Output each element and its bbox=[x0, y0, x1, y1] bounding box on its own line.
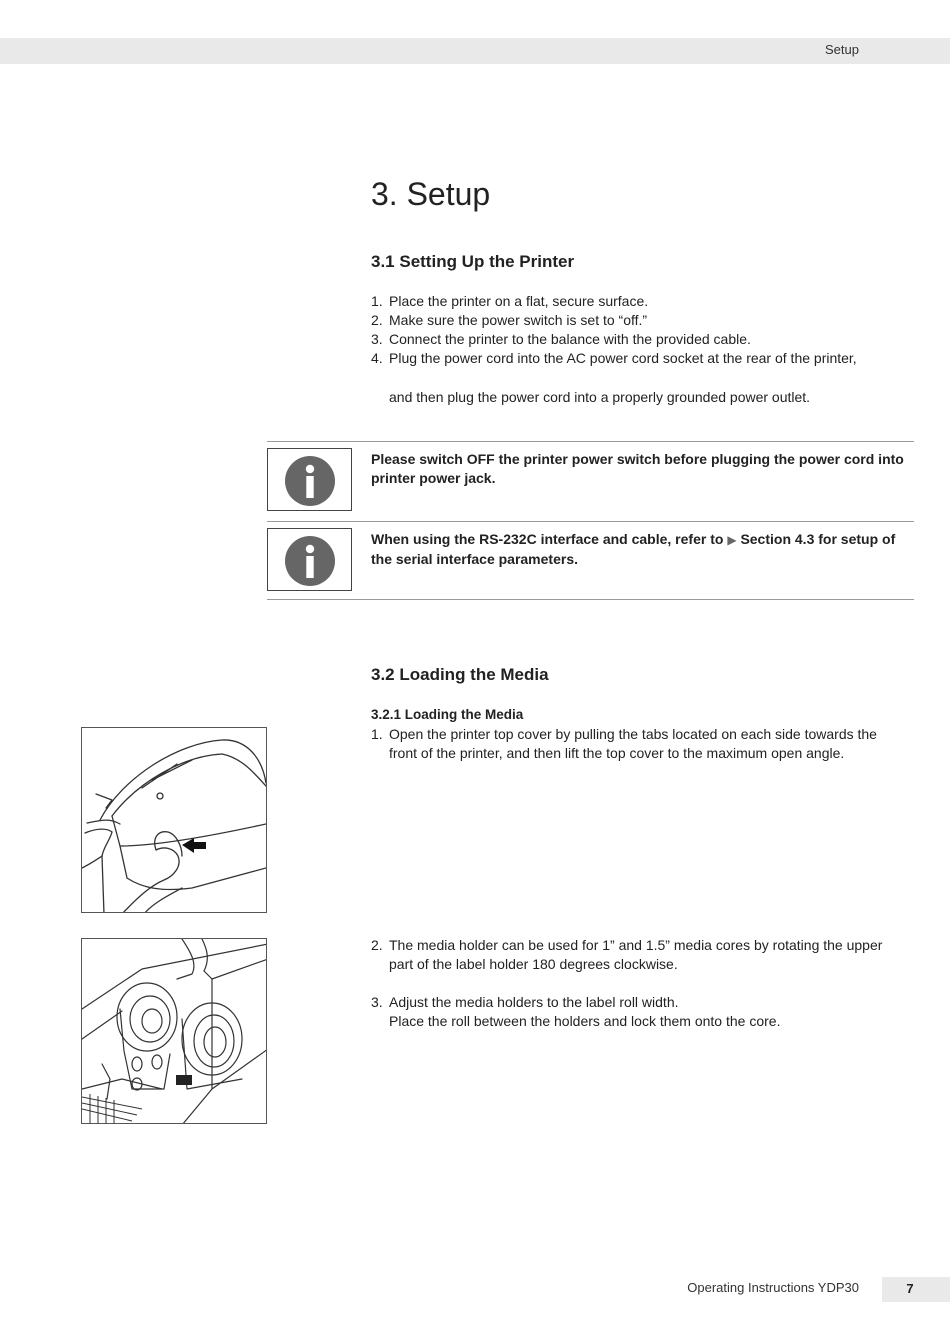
list-item bbox=[371, 993, 780, 1031]
step-number: 3. bbox=[371, 331, 383, 347]
step-number: 1. bbox=[371, 293, 383, 309]
note-text: When using the RS-232C interface and cable, refer to bbox=[371, 531, 724, 547]
media-step-3 bbox=[371, 993, 780, 1031]
media-holder-illustration bbox=[82, 939, 267, 1124]
step-text: Plug the power cord into the AC power cord socket at the rear of the printer, bbox=[389, 350, 857, 366]
step-text: Adjust the media holders to the label roll width. bbox=[389, 994, 679, 1010]
divider bbox=[267, 521, 914, 522]
page-number: 7 bbox=[906, 1281, 914, 1296]
header-bar bbox=[0, 38, 950, 64]
page-number-box bbox=[882, 1277, 950, 1302]
step-number: 4. bbox=[371, 350, 383, 366]
section-heading-3-2: 3.2 Loading the Media bbox=[371, 665, 549, 684]
divider bbox=[267, 599, 914, 600]
figure-open-cover bbox=[81, 727, 267, 913]
media-step-2 bbox=[371, 936, 882, 974]
list-item bbox=[371, 725, 877, 763]
list-item bbox=[371, 349, 857, 368]
step-number: 1. bbox=[371, 726, 383, 742]
step-number: 2. bbox=[371, 312, 383, 328]
info-box bbox=[267, 448, 352, 511]
info-icon bbox=[284, 455, 336, 507]
page-title: 3. Setup bbox=[371, 176, 491, 212]
media-step-1 bbox=[371, 725, 877, 763]
note-rs232c bbox=[371, 530, 916, 569]
footer-document-title: Operating Instructions YDP30 bbox=[687, 1280, 859, 1295]
info-icon bbox=[284, 535, 336, 587]
step-text: Place the printer on a flat, secure surface. bbox=[389, 293, 649, 309]
step-text: front of the printer, and then lift the top cover to the maximum open angle. bbox=[389, 745, 845, 761]
step-text: part of the label holder 180 degrees clockwise. bbox=[389, 956, 678, 972]
step-number: 3. bbox=[371, 994, 383, 1010]
step-text: The media holder can be used for 1” and 1.5” media cores by rotating the upper bbox=[389, 937, 883, 953]
list-item bbox=[371, 292, 857, 311]
setup-steps-list bbox=[371, 292, 857, 368]
step-4-continuation: and then plug the power cord into a properly grounded power outlet. bbox=[389, 389, 811, 405]
list-item bbox=[371, 330, 857, 349]
section-reference-link[interactable]: Section 4.3 for setup of the serial interface parameters. bbox=[371, 531, 896, 567]
step-text: Place the roll between the holders and lock them onto the core. bbox=[389, 1013, 781, 1029]
printer-open-cover-illustration bbox=[82, 728, 267, 913]
list-item bbox=[371, 311, 857, 330]
step-text: Open the printer top cover by pulling the tabs located on each side towards the bbox=[389, 726, 877, 742]
list-item bbox=[371, 936, 882, 974]
running-header: Setup bbox=[825, 42, 859, 57]
step-text: Connect the printer to the balance with the provided cable. bbox=[389, 331, 751, 347]
arrow-right-icon: ▶ bbox=[727, 533, 737, 547]
note-power-switch: Please switch OFF the printer power switch before plugging the power cord into printer power jack. bbox=[371, 451, 904, 486]
divider bbox=[267, 441, 914, 442]
info-box bbox=[267, 528, 352, 591]
subsection-heading-3-2-1: 3.2.1 Loading the Media bbox=[371, 707, 524, 722]
section-heading-3-1: 3.1 Setting Up the Printer bbox=[371, 252, 575, 271]
figure-media-holder bbox=[81, 938, 267, 1124]
step-number: 2. bbox=[371, 937, 383, 953]
step-text: Make sure the power switch is set to “off.” bbox=[389, 312, 648, 328]
